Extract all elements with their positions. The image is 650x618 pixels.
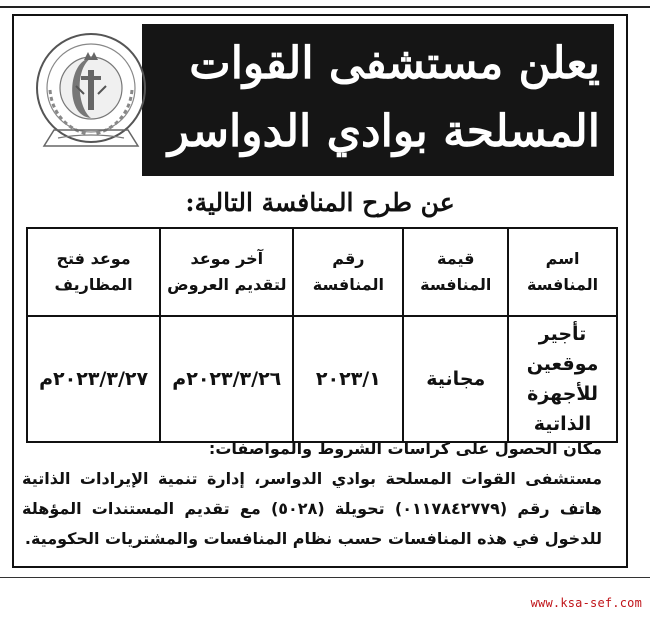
- header-band: [142, 24, 614, 176]
- header-line-1: يعلن مستشفى القوات: [189, 38, 600, 89]
- table-row: [27, 316, 617, 442]
- announcement-frame: [12, 14, 628, 568]
- header-line-2: المسلحة بوادي الدواسر: [167, 106, 600, 157]
- bottom-rule: [0, 577, 650, 578]
- tender-name: تأجير موقعين للأجهزة الذاتية: [508, 316, 617, 442]
- submission-deadline: ٢٠٢٣/٣/٢٦م: [160, 316, 293, 442]
- tender-number: ٢٠٢٣/١: [293, 316, 403, 442]
- subheading: عن طرح المنافسة التالية:: [185, 188, 455, 217]
- info-heading: مكان الحصول على كراسات الشروط والمواصفات:: [208, 439, 602, 458]
- info-section: [22, 434, 602, 554]
- column-header-opening-date: موعد فتح المظاريف: [27, 228, 160, 316]
- column-header-number: رقم المنافسة: [293, 228, 403, 316]
- info-body: مستشفى القوات المسلحة بوادي الدواسر، إدارة تنمية الإيرادات الذاتية هاتف رقم (٠١١٧٨٤٢٧٧٩) تحويلة (٥٠٢٨) مع تقديم المستندات المؤهلة للدخول في هذه المنافسات حسب نظام المنافسات والمشتريات الحكومية.: [22, 469, 602, 548]
- column-header-submission-deadline: آخر موعد لتقديم العروض: [160, 228, 293, 316]
- column-header-name: اسم المنافسة: [508, 228, 617, 316]
- opening-date: ٢٠٢٣/٣/٢٧م: [27, 316, 160, 442]
- table-header-row: [27, 228, 617, 316]
- source-url: www.ksa-sef.com: [530, 596, 642, 610]
- armed-forces-hospitals-emblem-icon: [28, 30, 154, 160]
- column-header-value: قيمة المنافسة: [403, 228, 508, 316]
- top-rule: [0, 6, 650, 8]
- tender-value: مجانية: [403, 316, 508, 442]
- tender-table: [26, 227, 618, 443]
